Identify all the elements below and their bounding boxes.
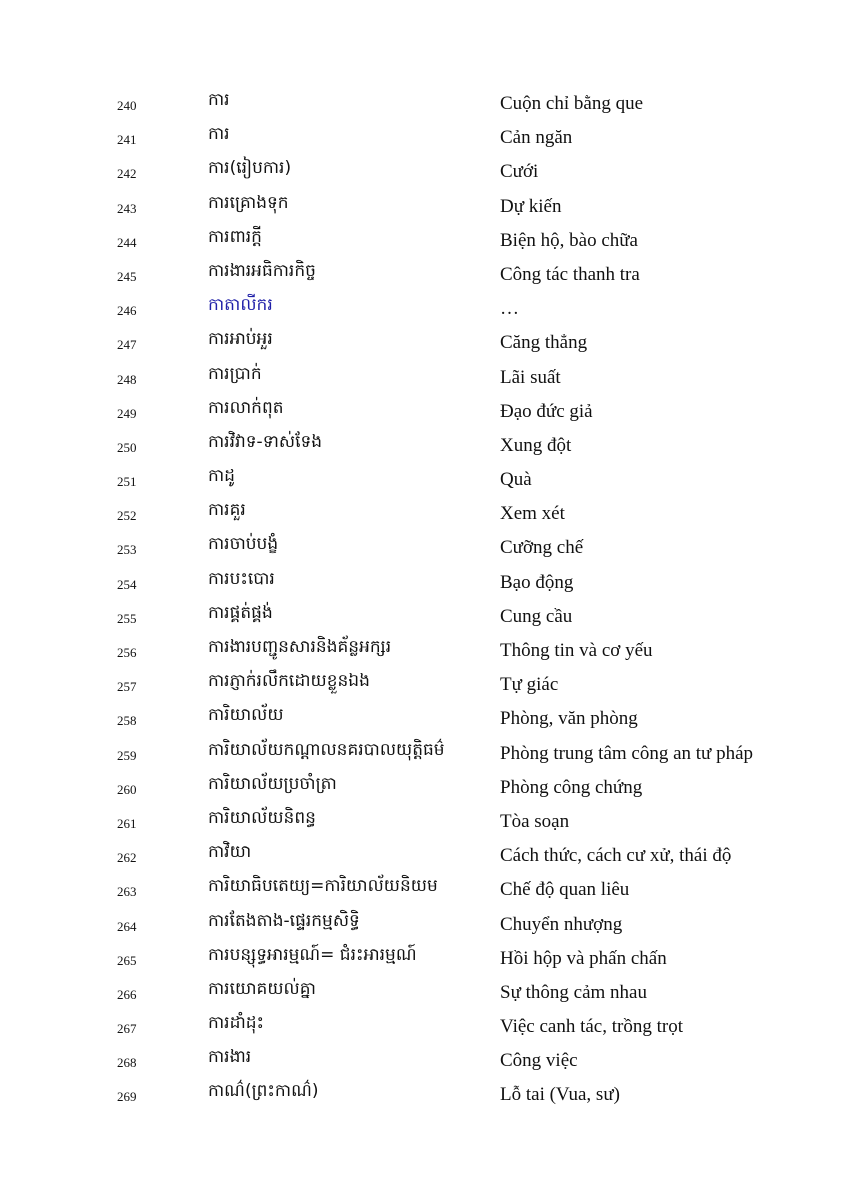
entry-row bbox=[0, 189, 848, 223]
entry-row bbox=[0, 565, 848, 599]
entry-number: 241 bbox=[117, 132, 137, 148]
vietnamese-translation: Cách thức, cách cư xử, thái độ bbox=[500, 845, 732, 867]
khmer-term: ការគួរ bbox=[208, 500, 246, 521]
khmer-term: ការ(រៀបការ) bbox=[208, 158, 292, 179]
vietnamese-translation: Xung đột bbox=[500, 434, 572, 456]
entry-number: 249 bbox=[117, 405, 137, 421]
khmer-term: ការតែងតាង-ផ្ទេរកម្មសិទ្ធិ bbox=[208, 910, 360, 931]
entry-number: 245 bbox=[117, 268, 137, 284]
entry-number: 247 bbox=[117, 337, 137, 353]
entry-row bbox=[0, 360, 848, 394]
vietnamese-translation: Cản ngăn bbox=[500, 127, 573, 149]
entry-number: 244 bbox=[117, 234, 137, 250]
entry-row bbox=[0, 86, 848, 120]
vietnamese-translation: Việc canh tác, trồng trọt bbox=[500, 1016, 683, 1038]
vietnamese-translation: … bbox=[500, 298, 519, 320]
vietnamese-translation: Quà bbox=[500, 469, 532, 491]
vietnamese-translation: Căng thẳng bbox=[500, 332, 588, 354]
khmer-term: ការអាប់អួរ bbox=[208, 329, 273, 350]
entry-number: 268 bbox=[117, 1055, 137, 1071]
entry-row bbox=[0, 154, 848, 188]
khmer-term: ការងារអធិការកិច្ច bbox=[208, 260, 316, 281]
entry-row bbox=[0, 1009, 848, 1043]
khmer-term: ការងារបញ្ជូនសារនិងគ័ន្លអក្សរ bbox=[208, 637, 392, 657]
entry-row bbox=[0, 975, 848, 1009]
entry-row bbox=[0, 838, 848, 872]
entry-row bbox=[0, 257, 848, 291]
khmer-term: កាតាលីករ bbox=[208, 295, 273, 316]
entry-row bbox=[0, 667, 848, 701]
entry-row bbox=[0, 701, 848, 735]
entry-row bbox=[0, 394, 848, 428]
khmer-term: ការិយាល័យ bbox=[208, 705, 284, 726]
entry-row bbox=[0, 770, 848, 804]
vietnamese-translation: Công tác thanh tra bbox=[500, 263, 640, 285]
entry-row bbox=[0, 804, 848, 838]
entry-row bbox=[0, 428, 848, 462]
khmer-term: ការផ្គត់ផ្គង់ bbox=[208, 602, 273, 623]
khmer-term: ការិយាធិបតេយ្យ=ការិយាល័យនិយម bbox=[208, 876, 438, 897]
entry-row bbox=[0, 291, 848, 325]
khmer-term: ការបះបោរ bbox=[208, 568, 275, 589]
khmer-term: ការិយាល័យកណ្ដាលនគរបាលយុត្តិធម៌ bbox=[208, 739, 445, 760]
entry-number: 252 bbox=[117, 508, 137, 524]
khmer-term: កាវិយា bbox=[208, 842, 252, 863]
entry-number: 265 bbox=[117, 952, 137, 968]
vietnamese-translation: Lỗ tai (Vua, sư) bbox=[500, 1084, 620, 1106]
vietnamese-translation: Phòng trung tâm công an tư pháp bbox=[500, 742, 754, 764]
entry-number: 255 bbox=[117, 610, 137, 626]
khmer-term: ការដាំដុះ bbox=[208, 1013, 265, 1034]
entry-row bbox=[0, 599, 848, 633]
entry-number: 253 bbox=[117, 542, 137, 558]
khmer-term: ការគ្រោងទុក bbox=[208, 192, 289, 213]
entry-row bbox=[0, 633, 848, 667]
entry-number: 256 bbox=[117, 645, 137, 660]
vietnamese-translation: Cung cầu bbox=[500, 605, 573, 627]
entry-row bbox=[0, 736, 848, 770]
vietnamese-translation: Lãi suất bbox=[500, 366, 561, 388]
entry-number: 266 bbox=[117, 986, 137, 1002]
entry-number: 242 bbox=[117, 166, 137, 182]
entry-number: 257 bbox=[117, 679, 137, 695]
vietnamese-translation: Chuyển nhượng bbox=[500, 913, 623, 935]
entry-number: 251 bbox=[117, 474, 137, 490]
entry-number: 240 bbox=[117, 98, 137, 113]
vietnamese-translation: Sự thông cảm nhau bbox=[500, 981, 647, 1003]
entry-number: 258 bbox=[117, 713, 137, 729]
entry-number: 259 bbox=[117, 747, 137, 763]
entry-number: 269 bbox=[117, 1089, 137, 1105]
vietnamese-translation: Phòng, văn phòng bbox=[500, 708, 638, 730]
khmer-term: កាដូ bbox=[208, 466, 235, 487]
khmer-term: ការប្រាក់ bbox=[208, 363, 262, 384]
entry-row bbox=[0, 496, 848, 530]
khmer-term: ការភ្ញាក់រលឹកដោយខ្លួនឯង bbox=[208, 671, 370, 692]
vietnamese-translation: Phòng công chứng bbox=[500, 776, 643, 798]
entry-row bbox=[0, 872, 848, 906]
vietnamese-translation: Dự kiến bbox=[500, 195, 562, 217]
khmer-term: ការ bbox=[208, 90, 230, 110]
entry-number: 261 bbox=[117, 815, 137, 831]
vietnamese-translation: Đạo đức giả bbox=[500, 400, 593, 422]
vietnamese-translation: Xem xét bbox=[500, 503, 565, 525]
vietnamese-translation: Bạo động bbox=[500, 571, 574, 593]
entry-row bbox=[0, 941, 848, 975]
vietnamese-translation: Chế độ quan liêu bbox=[500, 879, 630, 901]
entry-number: 250 bbox=[117, 439, 137, 455]
entry-number: 267 bbox=[117, 1021, 137, 1037]
entry-number: 263 bbox=[117, 884, 137, 900]
entry-list bbox=[0, 86, 848, 1112]
vietnamese-translation: Biện hộ, bào chữa bbox=[500, 229, 638, 251]
entry-number: 243 bbox=[117, 200, 137, 216]
khmer-term: ការិយាល័យប្រចាំត្រា bbox=[208, 773, 337, 794]
entry-number: 264 bbox=[117, 918, 137, 934]
vietnamese-translation: Hồi hộp và phấn chấn bbox=[500, 947, 667, 969]
entry-row bbox=[0, 120, 848, 154]
khmer-term: ការបន្សុទ្ធអារម្មណ៍= ជំរះអារម្មណ៍ bbox=[208, 944, 417, 965]
entry-row bbox=[0, 1077, 848, 1111]
entry-number: 262 bbox=[117, 850, 137, 866]
khmer-term: ការចាប់បង្ខំ bbox=[208, 534, 279, 555]
vietnamese-translation: Công việc bbox=[500, 1050, 578, 1072]
entry-row bbox=[0, 1043, 848, 1077]
khmer-term: ការលាក់ពុត bbox=[208, 397, 284, 418]
vietnamese-translation: Cưỡng chế bbox=[500, 537, 584, 559]
vietnamese-translation: Tự giác bbox=[500, 674, 559, 696]
khmer-term: ការយោគយល់គ្នា bbox=[208, 978, 316, 999]
khmer-term: ការវិវាទ-ទាស់ទែង bbox=[208, 431, 323, 452]
entry-row bbox=[0, 907, 848, 941]
vietnamese-translation: Thông tin và cơ yếu bbox=[500, 640, 653, 661]
entry-row bbox=[0, 530, 848, 564]
entry-row bbox=[0, 462, 848, 496]
entry-number: 254 bbox=[117, 576, 137, 592]
vietnamese-translation: Cưới bbox=[500, 161, 539, 183]
khmer-term: ការងារ bbox=[208, 1047, 252, 1068]
khmer-term: ការពារក្ដី bbox=[208, 226, 262, 247]
entry-row bbox=[0, 223, 848, 257]
entry-row bbox=[0, 325, 848, 359]
vietnamese-translation: Tòa soạn bbox=[500, 810, 570, 832]
khmer-term: ការ bbox=[208, 124, 230, 145]
entry-number: 248 bbox=[117, 371, 137, 387]
khmer-term: កាណ៌(ព្រះកាណ៌) bbox=[208, 1081, 319, 1102]
entry-number: 260 bbox=[117, 781, 137, 797]
khmer-term: ការិយាល័យនិពន្ធ bbox=[208, 807, 316, 828]
vietnamese-translation: Cuộn chỉ bằng que bbox=[500, 93, 644, 114]
entry-number: 246 bbox=[117, 303, 137, 319]
